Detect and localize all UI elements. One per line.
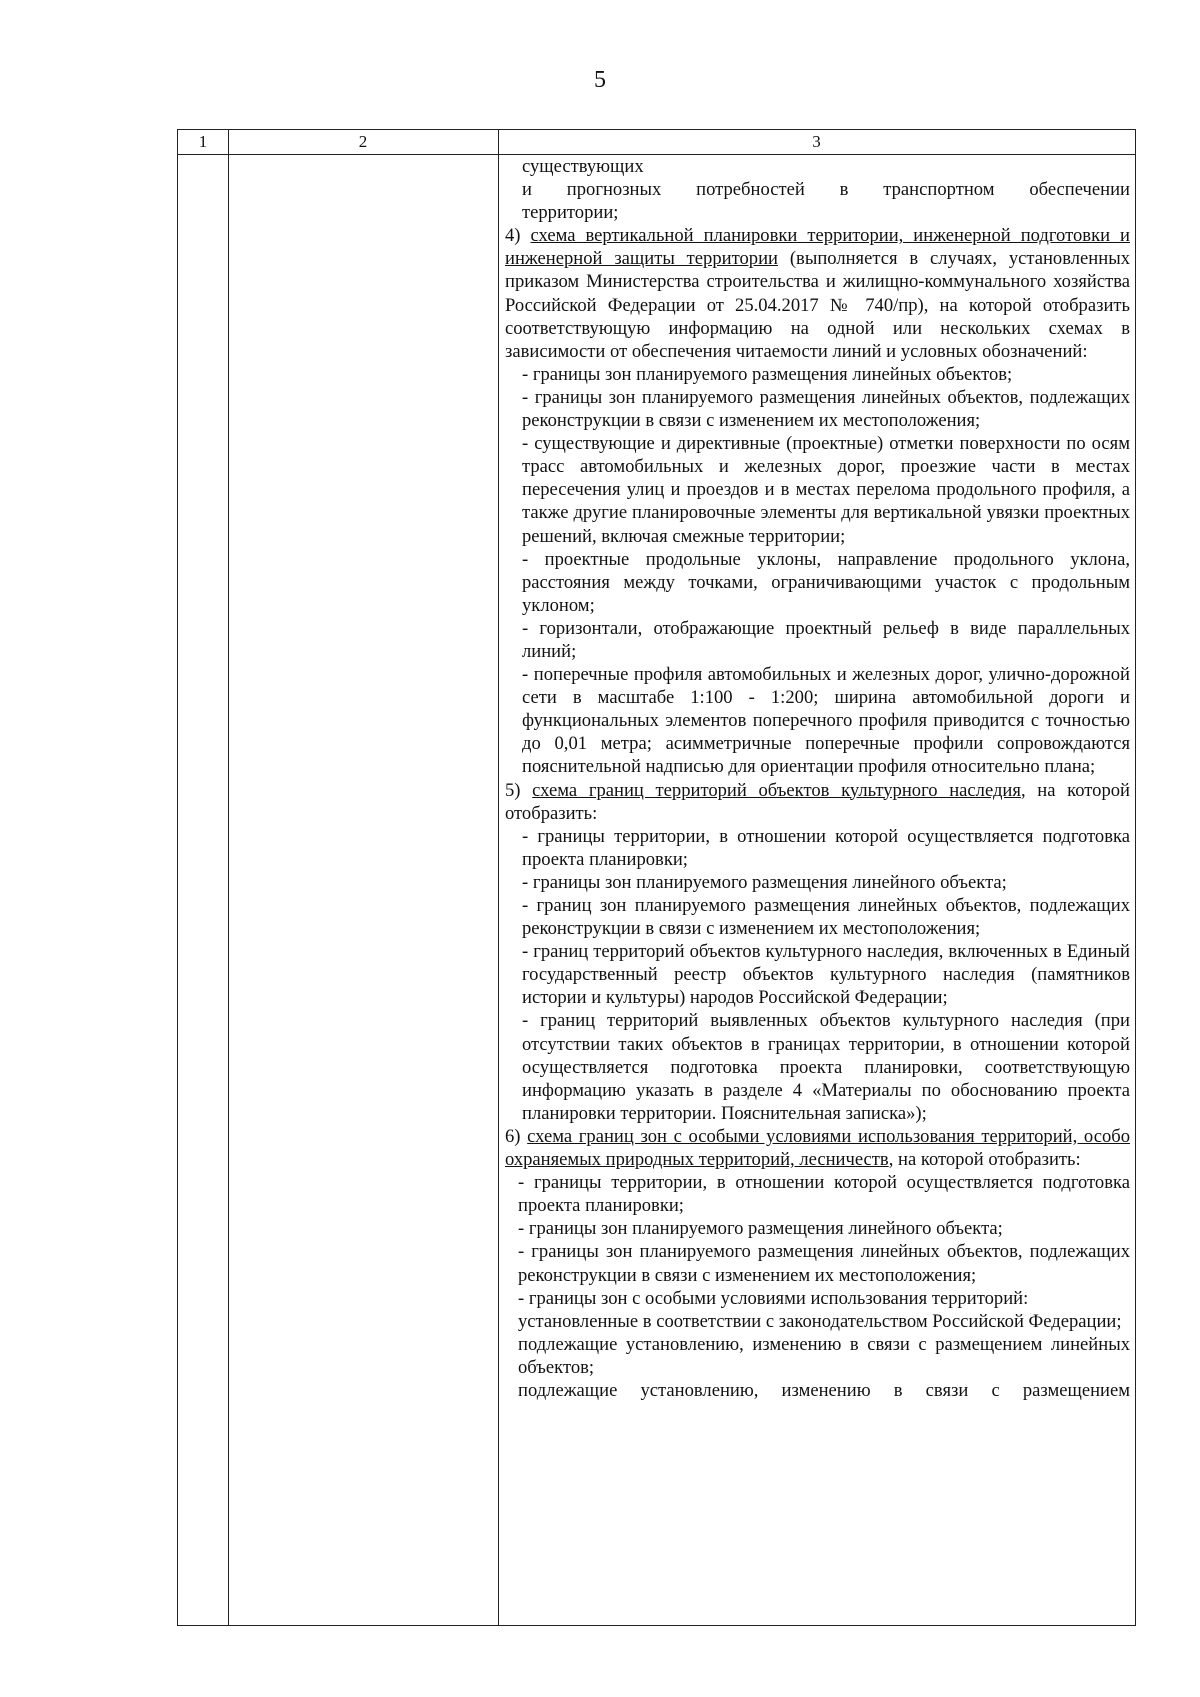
- paragraph: - границы территории, в отношении которой осуществляется подготовка проекта планировки;: [518, 1172, 1130, 1217]
- column-3-content: [505, 155, 1130, 1402]
- paragraph: - границ территорий выявленных объектов культурного наследия (при отсутствии таких объектов в границах территории, в отношении которой осуществляется подготовка проекта планировки, соответствующую информацию указать в разделе 4 «Материалы по обоснованию проекта планировки территории. Пояснительная записка»);: [522, 1010, 1130, 1124]
- section-title-underlined: схема границ зон с особыми условиями использования территорий, особо охраняемых природных территорий, лесничеств: [505, 1125, 1131, 1171]
- paragraph: - границ территорий объектов культурного наследия, включенных в Единый государственный реестр объектов культурного наследия (памятников истории и культуры) народов Российской Федерации;: [522, 941, 1130, 1009]
- paragraph: и прогнозных потребностей в транспортном обеспечении: [522, 179, 1130, 201]
- column-divider-2: [498, 130, 499, 1625]
- header-cell-2: 2: [358, 132, 368, 151]
- page-number: 5: [594, 67, 606, 93]
- paragraph: подлежащие установлению, изменению в связи с размещением линейных объектов;: [518, 1333, 1130, 1378]
- section-title-underlined: схема границ территорий объектов культурного наследия: [532, 779, 1021, 801]
- paragraph: - существующие и директивные (проектные) отметки поверхности по осям трасс автомобильных и железных дорог, проезжие части в местах пересечения улиц и проездов и в местах перелома продольного профиля, а также другие планировочные элементы для вертикальной увязки проектных решений, включая смежные территории;: [522, 433, 1130, 547]
- paragraph: - границы зон планируемого размещения линейного объекта;: [518, 1218, 1003, 1240]
- column-divider-1: [228, 130, 229, 1625]
- paragraph: установленные в соответствии с законодательством Российской Федерации;: [518, 1310, 1122, 1332]
- paragraph: - границы территории, в отношении которой осуществляется подготовка проекта планировки;: [522, 825, 1130, 870]
- paragraph: - границы зон с особыми условиями использования территорий:: [518, 1287, 1029, 1309]
- paragraph: - границы зон планируемого размещения линейных объектов;: [522, 363, 1013, 385]
- list-number: 5): [505, 779, 533, 801]
- paragraph: - границы зон планируемого размещения линейных объектов, подлежащих реконструкции в связи с изменением их местоположения;: [518, 1241, 1130, 1286]
- paragraph: - проектные продольные уклоны, направление продольного уклона, расстояния между точками, ограничивающими участок с продольным уклоном;: [522, 548, 1130, 616]
- paragraph: существующих: [522, 156, 644, 177]
- list-item-5: [505, 779, 1130, 825]
- list-number: 6): [505, 1125, 528, 1147]
- paragraph: территории;: [522, 202, 619, 224]
- header-cell-1: 1: [198, 132, 208, 151]
- list-number: 4): [505, 225, 531, 247]
- paragraph-text: , на которой отобразить:: [888, 1149, 1081, 1171]
- paragraph: - поперечные профиля автомобильных и железных дорог, улично-дорожной сети в масштабе 1:100 - 1:200; ширина автомобильной дороги и функциональных элементов поперечного профиля приводится с точностью до 0,01 метра; асимметричные поперечные профили сопровождаются пояснительной надписью для ориентации профиля относительно плана;: [522, 664, 1130, 778]
- paragraph: - горизонтали, отображающие проектный рельеф в виде параллельных линий;: [522, 617, 1130, 662]
- list-item-6: [505, 1125, 1130, 1171]
- document-table: [177, 129, 1136, 1626]
- paragraph-text: , на которой отобразить:: [505, 779, 1130, 824]
- paragraph: - границы зон планируемого размещения линейного объекта;: [522, 871, 1007, 893]
- paragraph: - границы зон планируемого размещения линейных объектов, подлежащих реконструкции в связи с изменением их местоположения;: [522, 386, 1130, 432]
- section-title-underlined: схема вертикальной планировки территории, инженерной подготовки и инженерной защиты территории: [505, 225, 1130, 270]
- header-cell-3: 3: [812, 132, 821, 151]
- list-item-4: [505, 224, 1130, 363]
- paragraph: - границ зон планируемого размещения линейных объектов, подлежащих реконструкции в связи с изменением их местоположения;: [522, 895, 1130, 940]
- paragraph-text: (выполняется в случаях, установленных приказом Министерства строительства и жилищно-коммунального хозяйства Российской Федерации от 25.04.2017 № 740/пр), на которой отобразить соответствующую информацию на одной или нескольких схемах в зависимости от обеспечения читаемости линий и условных обозначений:: [505, 248, 1130, 362]
- paragraph: подлежащие установлению, изменению в связи с размещением: [518, 1379, 1130, 1401]
